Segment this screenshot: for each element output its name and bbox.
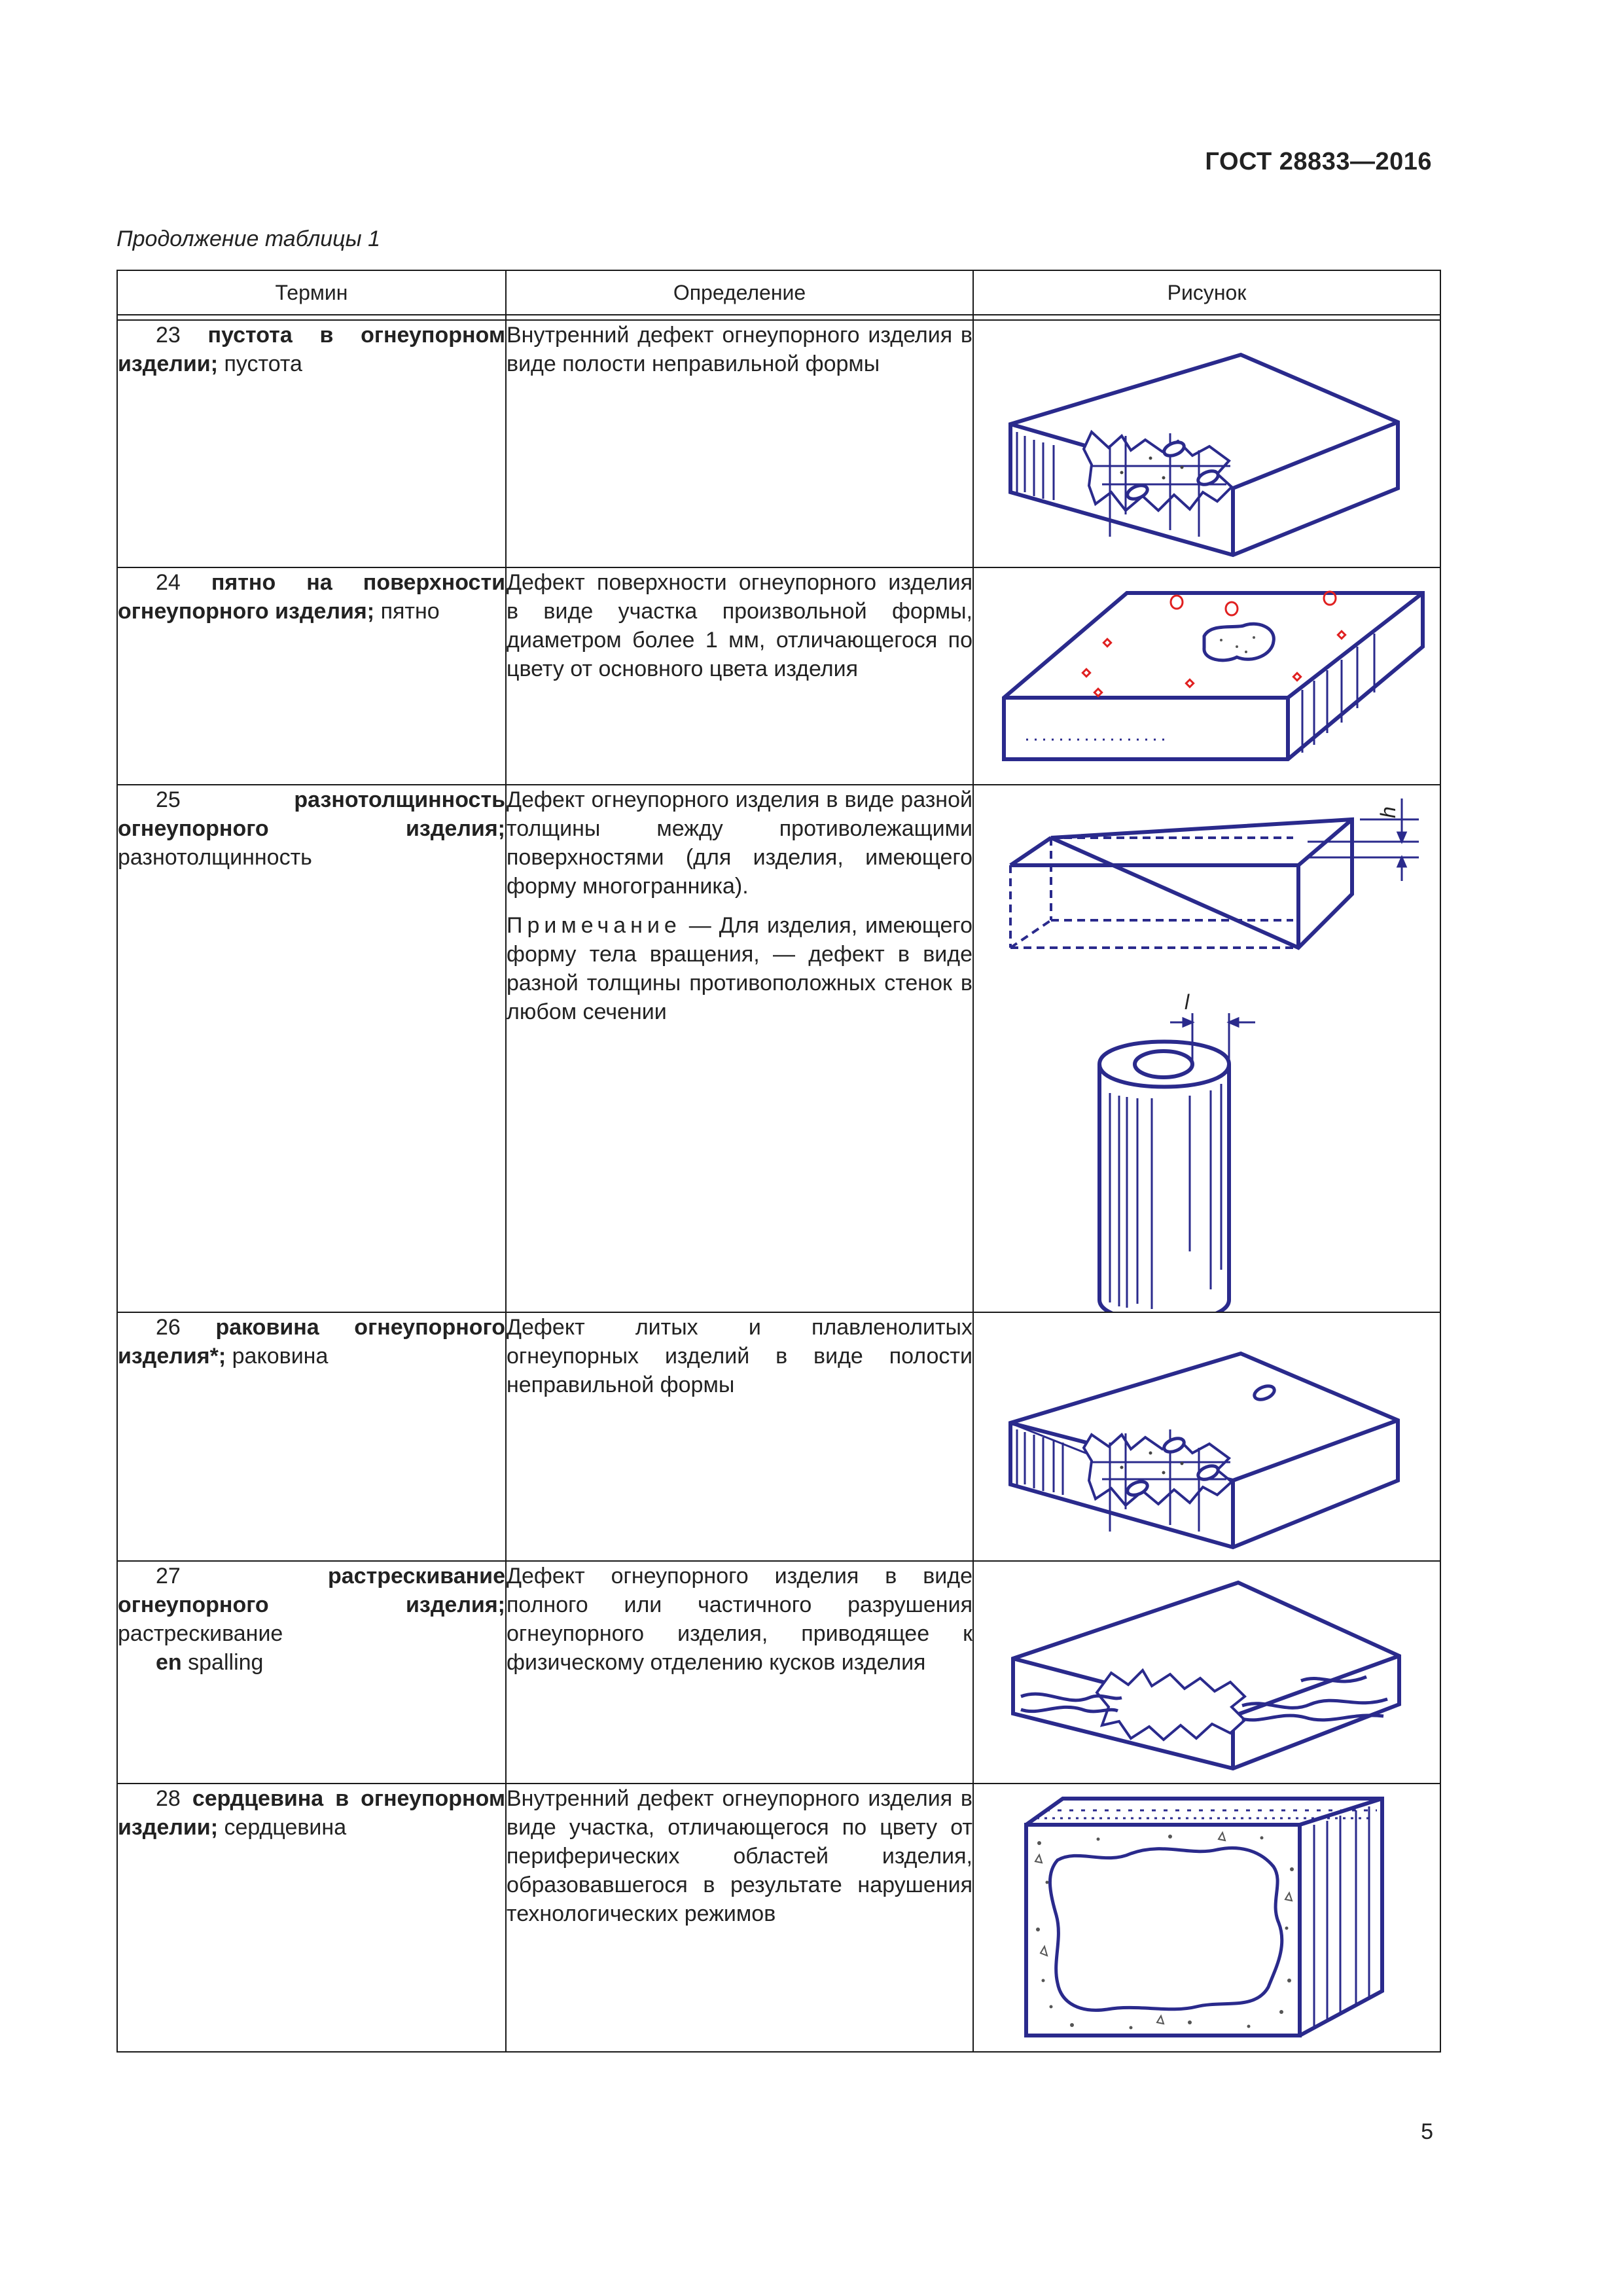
figure-cell	[973, 320, 1440, 567]
void-defect-figure	[974, 321, 1441, 567]
definition-text: Дефект огнеупорного изделия в виде разной толщины между противолежащими поверхностями (для изделия, имеющего форму многогранника).	[507, 787, 972, 899]
table-caption: Продолжение таблицы 1	[116, 226, 380, 251]
thickness-variation-figure	[974, 785, 1441, 1312]
figure-cell	[973, 1784, 1440, 2052]
table-row	[117, 1561, 1440, 1784]
table-header-row	[117, 270, 1440, 315]
table-row	[117, 785, 1440, 1312]
term-cell	[117, 1561, 506, 1784]
term-short: раковина	[232, 1344, 329, 1369]
table-row	[117, 567, 1440, 785]
term-number: 28	[156, 1786, 181, 1811]
en-label: en	[156, 1650, 182, 1675]
note-label: Примечание	[507, 913, 681, 938]
term-cell	[117, 320, 506, 567]
term-number: 25	[156, 787, 181, 812]
term-cell	[117, 567, 506, 785]
term-bold: разнотолщинность огнеупорного изделия;	[118, 787, 505, 841]
column-header-definition: Определение	[506, 270, 973, 315]
term-number: 26	[156, 1315, 181, 1340]
definition-cell: Дефект поверхности огнеупорного изделия в виде участка произвольной формы, диаметром более 1 мм, отличающегося по цвету от основного цвета изделия	[506, 567, 973, 785]
term-bold: сердцевина в огнеупорном изделии;	[118, 1786, 506, 1840]
page-number: 5	[1421, 2119, 1433, 2144]
definition-cell: Внутренний дефект огнеупорного изделия в виде участка, отличающегося по цвету от периферических областей изделия, образовавшегося в результате нарушения технологических режимов	[506, 1784, 973, 2052]
header-gap	[117, 315, 1440, 320]
dimension-l-label: l	[1185, 990, 1190, 1014]
term-number: 24	[156, 570, 181, 595]
term-short: растрескивание	[118, 1621, 283, 1646]
term-short: пятно	[380, 599, 440, 624]
term-bold: раковина огнеупорного изделия*;	[118, 1315, 505, 1369]
figure-cell	[973, 785, 1440, 1312]
spalling-defect-figure	[974, 1562, 1441, 1783]
note-text: — Для изделия, имеющего форму тела вращения, — дефект в виде разной толщины противоположных стенок в любом сечении	[507, 913, 972, 1024]
en-term: spalling	[188, 1650, 264, 1675]
definition-cell: Дефект огнеупорного изделия в виде полного или частичного разрушения огнеупорного изделия, приводящее к физическому отделению кусков изделия	[506, 1561, 973, 1784]
standard-number: ГОСТ 28833—2016	[1205, 148, 1432, 175]
term-cell	[117, 1312, 506, 1561]
table-row	[117, 1784, 1440, 2052]
term-short: пустота	[224, 351, 302, 376]
definition-cell: Дефект литых и плавленолитых огнеупорных изделий в виде полости неправильной формы	[506, 1312, 973, 1561]
definition-cell	[506, 785, 973, 1312]
figure-cell	[973, 1312, 1440, 1561]
definition-note	[507, 911, 972, 1026]
core-defect-figure	[974, 1784, 1441, 2051]
term-short: разнотолщинность	[118, 845, 312, 870]
cavity-defect-figure	[974, 1313, 1441, 1560]
column-header-figure: Рисунок	[973, 270, 1440, 315]
table-row	[117, 1312, 1440, 1561]
term-number: 27	[156, 1564, 181, 1588]
table-row	[117, 320, 1440, 567]
column-header-term: Термин	[117, 270, 506, 315]
term-cell	[117, 785, 506, 1312]
term-number: 23	[156, 323, 181, 348]
figure-cell	[973, 1561, 1440, 1784]
term-bold: пустота в огнеупорном изделии;	[118, 323, 505, 376]
figure-cell	[973, 567, 1440, 785]
terms-table	[116, 270, 1441, 2053]
term-cell	[117, 1784, 506, 2052]
definition-cell: Внутренний дефект огнеупорного изделия в виде полости неправильной формы	[506, 320, 973, 567]
spot-defect-figure	[974, 568, 1441, 784]
term-short: сердцевина	[224, 1815, 347, 1840]
term-bold: пятно на поверхности огнеупорного изделия;	[118, 570, 505, 624]
term-bold: растрескивание огнеупорного изделия;	[118, 1564, 505, 1617]
dimension-h-label: h	[1376, 806, 1400, 818]
english-equivalent	[118, 1648, 505, 1677]
